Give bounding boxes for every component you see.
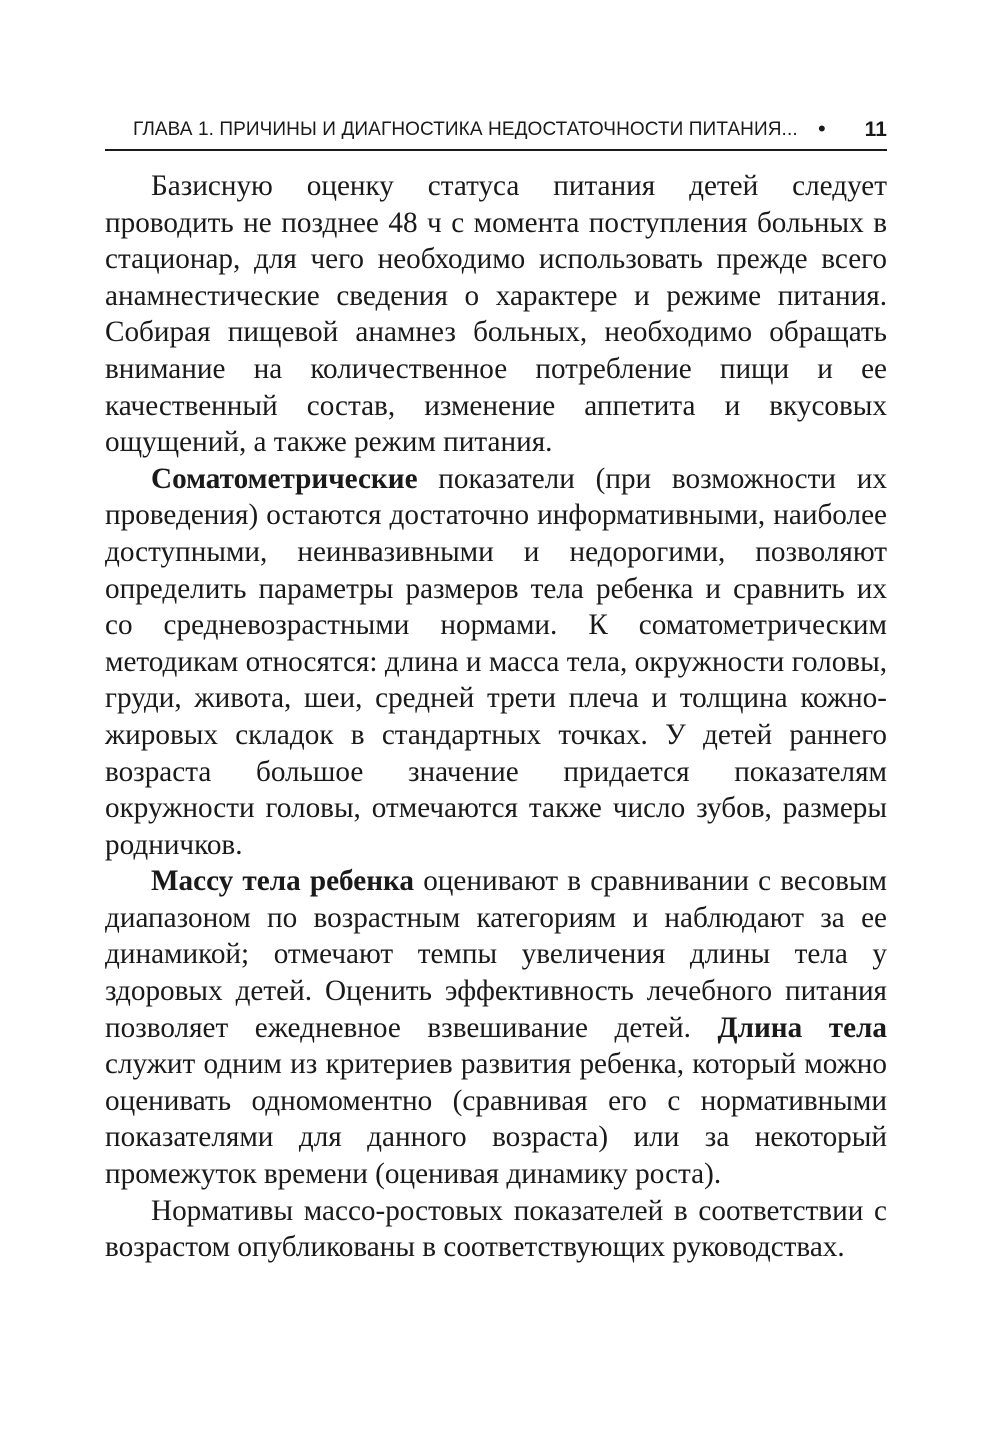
paragraph-text: Базисную оценку статуса питания детей следует проводить не позднее 48 ч с момента поступления больных в стационар, для чего необходимо использовать прежде всего анамнестические сведения о характере и режиме питания. Собирая пищевой анамнез больных, необходимо обращать внимание на количественное потребление пищи и ее качественный состав, изменение аппетита и вкусовых ощущений, а также режим питания. (105, 170, 887, 459)
running-header (105, 113, 887, 147)
header-divider (105, 149, 887, 151)
paragraph-text: Нормативы массо-ростовых показателей в соответствии с возрастом опубликованы в соответствующих руководствах. (105, 1194, 887, 1264)
paragraph-1 (105, 168, 887, 461)
paragraph-text: показатели (при возможности их проведения) остаются достаточно информативными, наиболее доступными, неинвазивными и недорогими, позволяют определить параметры размеров тела ребенка и сравнить их со средневозрастными нормами. К соматометрическим методикам относятся: длина и масса тела, окружности головы, груди, живота, шеи, средней трети плеча и толщина кожно-жировых складок в стандартных точках. У детей раннего возраста большое значение придается показателям окружности головы, отмечаются также число зубов, размеры родничков. (105, 462, 887, 861)
paragraph-4 (105, 1193, 887, 1266)
paragraph-text: служит одним из критериев развития ребенка, который можно оценивать одномоментно (сравнивая его с нормативными показателями для данного возраста) или за некоторый промежуток времени (оценивая динамику роста). (105, 1048, 887, 1191)
chapter-title: ГЛАВА 1. ПРИЧИНЫ И ДИАГНОСТИКА НЕДОСТАТОЧНОСТИ ПИТАНИЯ... (133, 119, 798, 140)
header-separator: • (818, 116, 826, 141)
paragraph-3 (105, 863, 887, 1192)
bold-term: Соматометрические (151, 462, 418, 495)
page-number: 11 (864, 118, 887, 141)
paragraph-text: оценивают в сравнивании с весовым диапазоном по возрастным категориям и наблюдают за ее динамикой; отмечают темпы увеличения длины тела у здоровых детей. Оценить эффективность лечебного питания позволяет ежедневное взвешивание детей. (105, 865, 887, 1044)
bold-term: Длина тела (717, 1011, 887, 1044)
body-text (105, 168, 887, 1266)
paragraph-2 (105, 461, 887, 864)
bold-term: Массу тела ребенка (151, 865, 415, 898)
